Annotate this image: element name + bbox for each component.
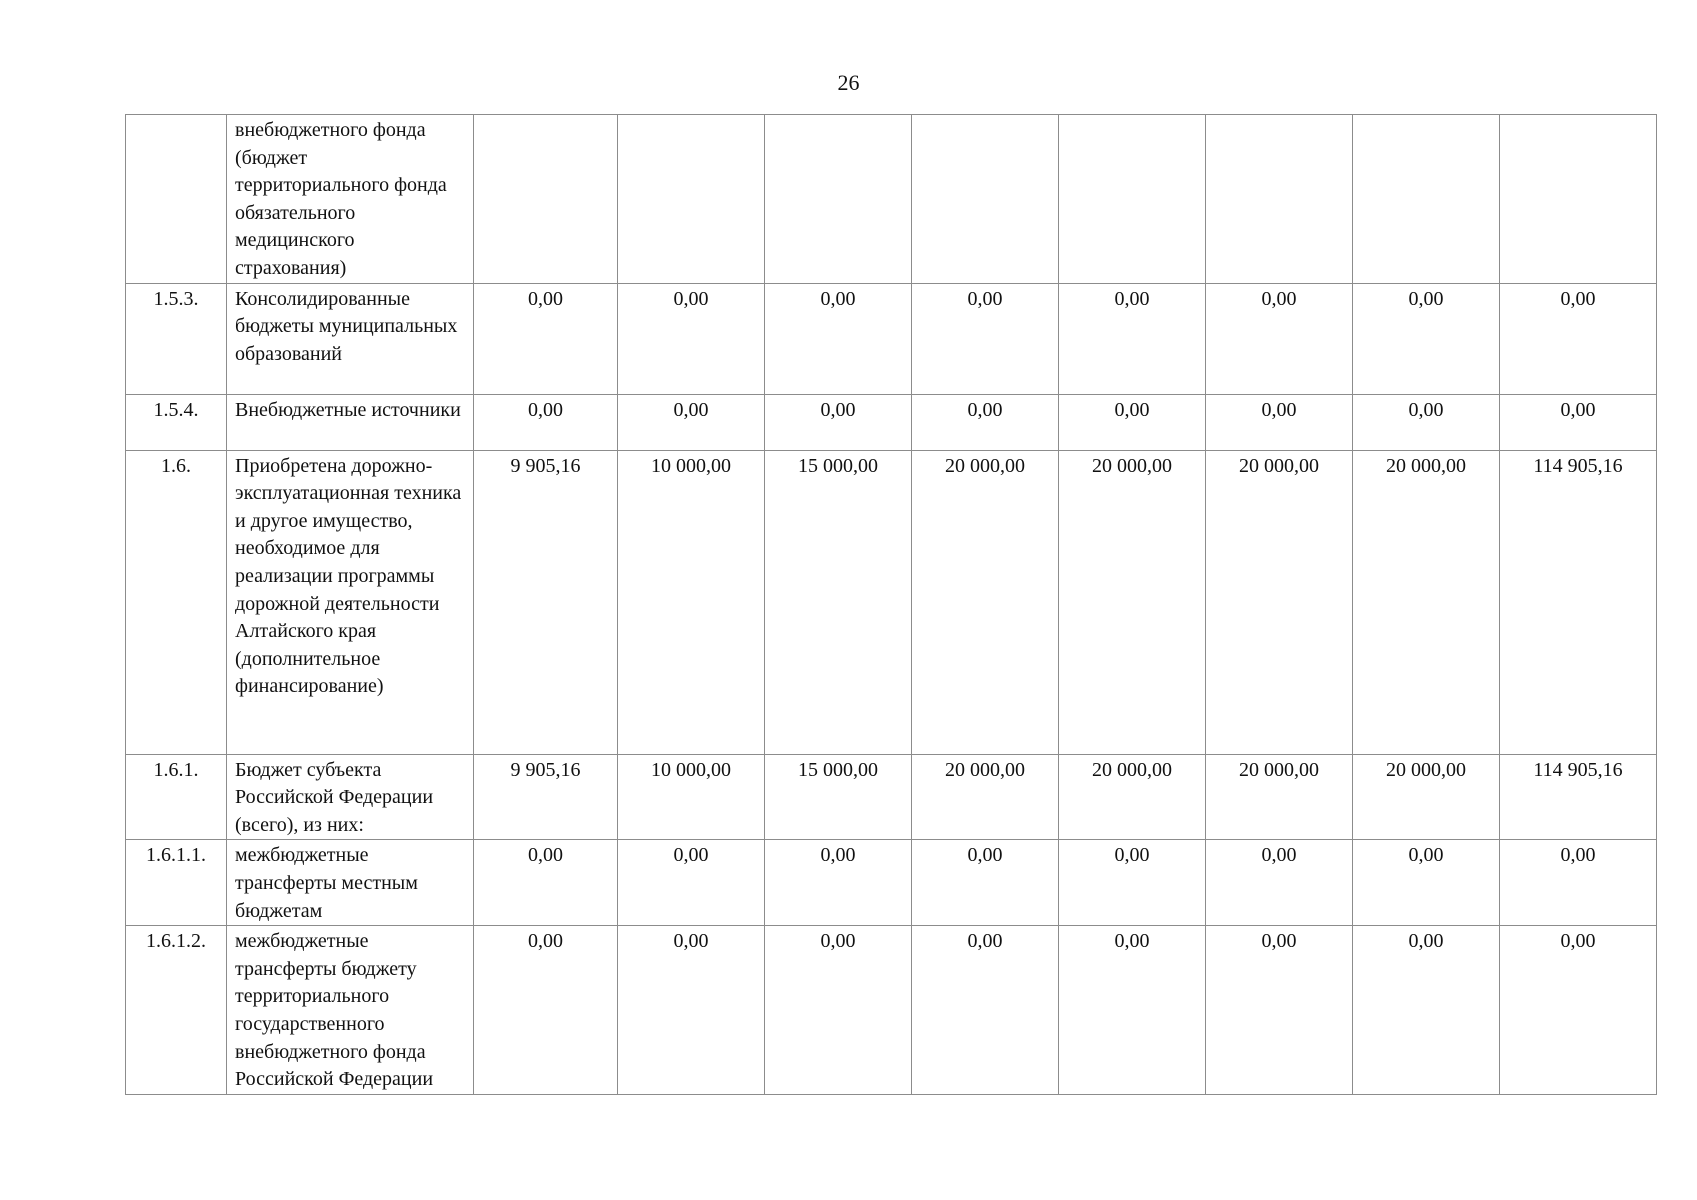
value-cell — [1353, 115, 1500, 284]
value-cell: 0,00 — [1206, 394, 1353, 450]
row-name: внебюджетного фонда (бюджет территориального фонда обязательного медицинского страхования) — [227, 115, 474, 284]
row-name: межбюджетные трансферты местным бюджетам — [227, 840, 474, 926]
value-cell: 20 000,00 — [1353, 450, 1500, 754]
value-cell: 0,00 — [765, 840, 912, 926]
value-cell — [1500, 115, 1657, 284]
budget-table — [125, 114, 1657, 1095]
value-cell: 10 000,00 — [618, 754, 765, 840]
row-name: Бюджет субъекта Российской Федерации (всего), из них: — [227, 754, 474, 840]
value-cell: 0,00 — [474, 394, 618, 450]
value-cell: 20 000,00 — [1206, 450, 1353, 754]
row-number: 1.5.3. — [126, 283, 227, 394]
value-cell: 0,00 — [1500, 394, 1657, 450]
row-name: межбюджетные трансферты бюджету территориального государственного внебюджетного фонда Российской Федерации — [227, 926, 474, 1095]
table-row — [126, 450, 1657, 754]
value-cell: 0,00 — [1059, 283, 1206, 394]
table-row — [126, 926, 1657, 1095]
value-cell: 20 000,00 — [1353, 754, 1500, 840]
value-cell: 0,00 — [1206, 840, 1353, 926]
value-cell: 0,00 — [1206, 926, 1353, 1095]
value-cell: 0,00 — [765, 926, 912, 1095]
value-cell: 0,00 — [474, 840, 618, 926]
value-cell: 9 905,16 — [474, 754, 618, 840]
value-cell: 0,00 — [618, 283, 765, 394]
value-cell: 0,00 — [912, 394, 1059, 450]
value-cell: 20 000,00 — [912, 450, 1059, 754]
value-cell: 0,00 — [765, 283, 912, 394]
value-cell: 0,00 — [765, 394, 912, 450]
value-cell — [1206, 115, 1353, 284]
value-cell: 0,00 — [1353, 394, 1500, 450]
row-number: 1.5.4. — [126, 394, 227, 450]
value-cell: 20 000,00 — [1059, 450, 1206, 754]
table-row — [126, 115, 1657, 284]
table-row — [126, 840, 1657, 926]
value-cell: 0,00 — [618, 840, 765, 926]
value-cell: 0,00 — [1353, 840, 1500, 926]
value-cell — [765, 115, 912, 284]
value-cell: 0,00 — [1206, 283, 1353, 394]
value-cell: 0,00 — [912, 283, 1059, 394]
value-cell — [618, 115, 765, 284]
value-cell: 0,00 — [474, 283, 618, 394]
row-number: 1.6.1. — [126, 754, 227, 840]
value-cell: 0,00 — [1500, 926, 1657, 1095]
page-number: 26 — [837, 70, 860, 95]
value-cell — [474, 115, 618, 284]
value-cell — [1059, 115, 1206, 284]
row-name: Консолидированные бюджеты муниципальных образований — [227, 283, 474, 394]
row-name: Приобретена дорожно-эксплуатационная техника и другое имущество, необходимое для реализации программы дорожной деятельности Алтайского края (дополнительное финансирование) — [227, 450, 474, 754]
value-cell: 15 000,00 — [765, 754, 912, 840]
value-cell: 10 000,00 — [618, 450, 765, 754]
value-cell: 0,00 — [1059, 840, 1206, 926]
value-cell: 0,00 — [618, 926, 765, 1095]
value-cell: 20 000,00 — [912, 754, 1059, 840]
value-cell: 0,00 — [1353, 283, 1500, 394]
value-cell — [912, 115, 1059, 284]
value-cell: 114 905,16 — [1500, 754, 1657, 840]
table-row — [126, 394, 1657, 450]
row-number: 1.6.1.1. — [126, 840, 227, 926]
value-cell: 114 905,16 — [1500, 450, 1657, 754]
value-cell: 20 000,00 — [1206, 754, 1353, 840]
value-cell: 0,00 — [474, 926, 618, 1095]
value-cell: 9 905,16 — [474, 450, 618, 754]
table-row — [126, 754, 1657, 840]
value-cell: 0,00 — [1059, 926, 1206, 1095]
row-number: 1.6. — [126, 450, 227, 754]
value-cell: 0,00 — [1353, 926, 1500, 1095]
row-number: 1.6.1.2. — [126, 926, 227, 1095]
value-cell: 0,00 — [1059, 394, 1206, 450]
value-cell: 0,00 — [912, 926, 1059, 1095]
value-cell: 0,00 — [912, 840, 1059, 926]
value-cell: 0,00 — [618, 394, 765, 450]
value-cell: 15 000,00 — [765, 450, 912, 754]
row-name: Внебюджетные источники — [227, 394, 474, 450]
value-cell: 20 000,00 — [1059, 754, 1206, 840]
row-number — [126, 115, 227, 284]
table-row — [126, 283, 1657, 394]
value-cell: 0,00 — [1500, 840, 1657, 926]
value-cell: 0,00 — [1500, 283, 1657, 394]
